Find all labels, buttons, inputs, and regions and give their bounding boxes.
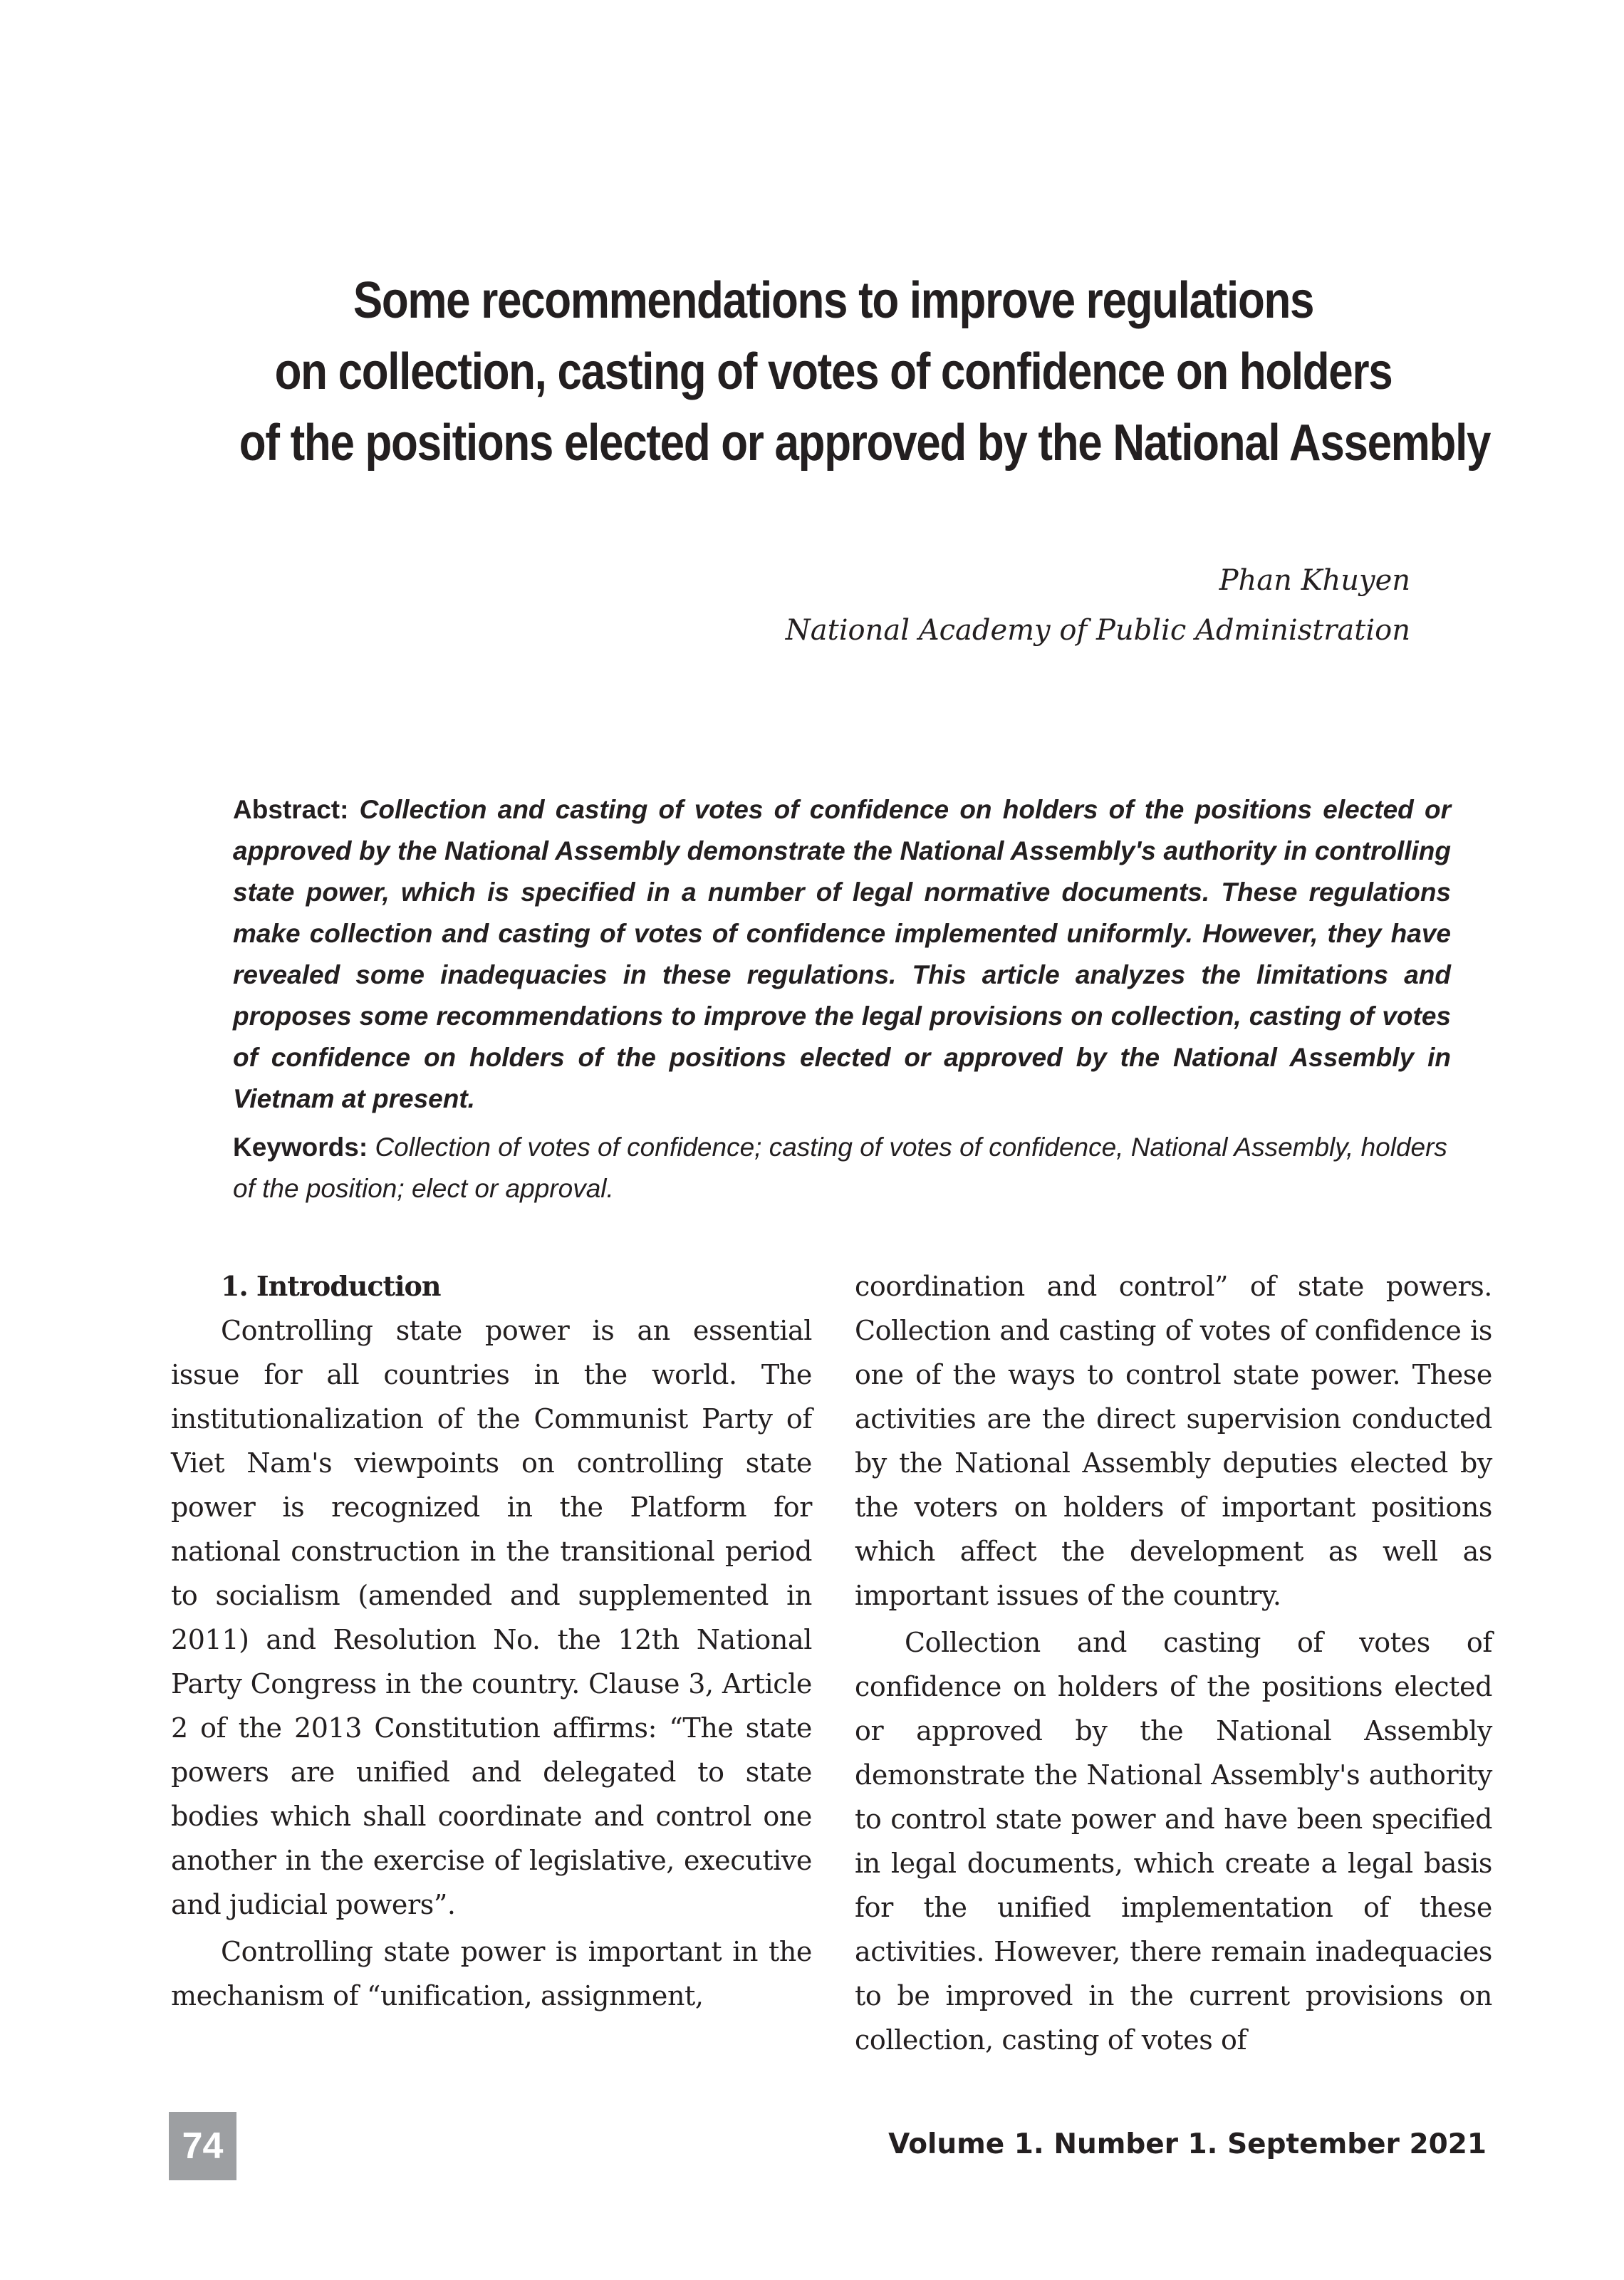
abstract-label: Abstract: [233, 795, 349, 824]
body-paragraph: coordination and control” of state powers. Collection and casting of votes of confidence is one of the ways to control state power. These activities are the direct supervision conducted by the National Assembly deputies elected by the voters on holders of important positions which affect the development as well as important issues of the country. [855, 1271, 1492, 1611]
body-paragraph: Controlling state power is an essential issue for all countries in the world. The institutionalization of the Communist Party of Viet Nam's viewpoints on controlling state power is recognized in the Platform for national construction in the transitional period to socialism (amended and supplemented in 2011) and Resolution No. the 12th National Party Congress in the country. Clause 3, Article 2 of the 2013 Constitution affirms: “The state powers are unified and delegated to state bodies which shall coordinate and control one another in the exercise of legislative, executive and judicial powers”. [171, 1315, 812, 1920]
title-line-1: Some recommendations to improve regulations [353, 272, 1314, 329]
keywords [233, 1127, 1451, 1209]
abstract [233, 789, 1451, 1120]
abstract-text: Collection and casting of votes of confidence on holders of the positions elected or approved by the National Assembly demonstrate the National Assembly's authority in controlling state power, which is specified in a number of legal normative documents. These regulations make collection and casting of votes of confidence implemented uniformly. However, they have revealed some inadequacies in these regulations. This article analyzes the limitations and proposes some recommendations to improve the legal provisions on collection, casting of votes of confidence on holders of the positions elected or approved by the National Assembly in Vietnam at present. [233, 795, 1452, 1113]
issue-footer: Volume 1. Number 1. September 2021 [888, 2128, 1487, 2160]
author-affiliation: National Academy of Public Administration [785, 614, 1410, 647]
body-column-left [171, 1264, 812, 2018]
body-column-right [855, 1264, 1492, 2062]
page-number: 74 [169, 2112, 236, 2180]
author-block [786, 556, 1410, 655]
title-line-3: of the positions elected or approved by the National Assembly [239, 415, 1491, 472]
article-title [239, 265, 1491, 479]
body-paragraph: Collection and casting of votes of confidence on holders of the positions elected or approved by the National Assembly demonstrate the National Assembly's authority to control state power and have been specified in legal documents, which create a legal basis for the unified implementation of these activities. However, there remain inadequacies to be improved in the current provisions on collection, casting of votes of [855, 1627, 1492, 2056]
keywords-text: Collection of votes of confidence; casting of votes of confidence, National Assembly, holders of the position; elect or approval. [233, 1133, 1447, 1203]
keywords-label: Keywords: [233, 1133, 368, 1162]
section-heading: 1. Introduction [221, 1270, 441, 1302]
title-line-2: on collection, casting of votes of confidence on holders [274, 343, 1393, 400]
body-paragraph: Controlling state power is important in the mechanism of “unification, assignment, [171, 1936, 812, 2011]
author-name: Phan Khuyen [1219, 564, 1410, 597]
